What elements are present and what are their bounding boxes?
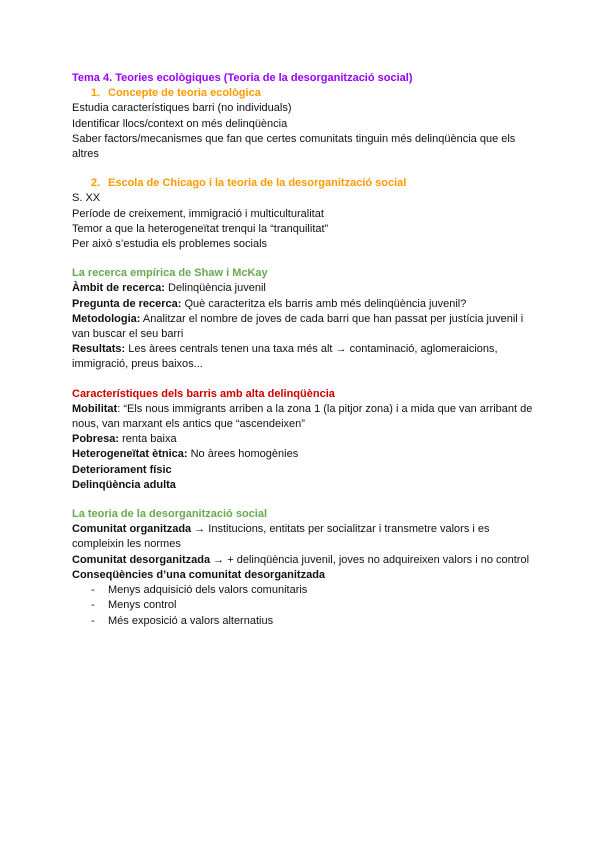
organitzada-text: → Institucions, entitats per socialitzar i transmetre valors i es compleixin les normes [72, 523, 490, 551]
section-2-line: Període de creixement, immigració i multiculturalitat [72, 207, 324, 220]
pobresa-label: Pobresa: [72, 433, 120, 446]
list-item-text: Menys adquisició dels valors comunitaris [108, 584, 308, 597]
mobilitat-text: : “Els nous immigrants arriben a la zona 1 (la pitjor zona) i a mida que van arribant de nous, van marxant els antics que “ascendeixen” [72, 402, 533, 431]
list-item-text: Menys control [108, 599, 177, 612]
metodologia-label: Metodologia: [72, 312, 141, 325]
section-1-heading-text: Concepte de teoria ecològica [108, 87, 261, 100]
ambit-text: Delinqüència juvenil [164, 282, 266, 295]
dash-marker: - [91, 584, 95, 597]
section-1-line: Estudia característiques barri (no individuals) [72, 102, 292, 115]
caracteristiques-heading: Característiques dels barris amb alta delinqüència [72, 387, 335, 400]
list-item [72, 583, 542, 598]
section-2-heading-text: Escola de Chicago i la teoria de la desorganització social [108, 177, 407, 190]
ambit-paragraph [72, 281, 542, 296]
section-1-heading [72, 86, 542, 101]
pobresa-paragraph [72, 432, 542, 447]
organitzada-paragraph [72, 522, 542, 552]
list-item [72, 614, 542, 629]
delinquencia-adulta-item: Delinqüència adulta [72, 478, 176, 491]
section-2-line: Temor a que la heterogeneïtat trenqui la “tranquilitat” [72, 222, 329, 235]
pregunta-label: Pregunta de recerca: [72, 297, 182, 310]
heterogeneitat-text: No àrees homogènies [187, 448, 299, 461]
section-2-number: 2. [91, 177, 101, 190]
resultats-paragraph [72, 342, 542, 372]
shaw-mckay-heading: La recerca empírica de Shaw i McKay [72, 267, 268, 280]
document-content [72, 71, 542, 629]
list-item [72, 598, 542, 613]
mobilitat-label: Mobilitat [72, 402, 118, 415]
ambit-label: Àmbit de recerca: [72, 282, 165, 295]
resultats-text: Les àrees centrals tenen una taxa més alt → contaminació, aglomeraicions, immigració, preus baixos... [72, 343, 498, 371]
pregunta-paragraph [72, 297, 542, 312]
pobresa-text: renta baixa [119, 433, 177, 446]
pregunta-text: Què caracteritza els barris amb més delinqüència juvenil? [181, 297, 467, 310]
section-1-line: Identificar llocs/context on més delinqüència [72, 117, 288, 130]
consequencies-heading: Conseqüències d’una comunitat desorganitzada [72, 568, 326, 581]
desorganitzada-paragraph [72, 553, 542, 568]
resultats-label: Resultats: [72, 343, 126, 356]
deteriorament-item: Deteriorament físic [72, 463, 172, 476]
list-item-text: Més exposició a valors alternatius [108, 614, 274, 627]
desorganitzada-text: → + delinqüència juvenil, joves no adquireixen valors i no control [210, 553, 530, 566]
section-2-line: S. XX [72, 192, 101, 205]
dash-marker: - [91, 614, 95, 627]
heterogeneitat-label: Heterogeneïtat ètnica: [72, 448, 188, 461]
page-title: Tema 4. Teories ecològiques (Teoria de la desorganització social) [72, 72, 413, 84]
section-2-heading [72, 176, 542, 191]
section-2-line: Per això s’estudia els problemes socials [72, 238, 268, 251]
section-1-line: Saber factors/mecanismes que fan que certes comunitats tinguin més delinqüència que els altres [72, 132, 516, 161]
section-1-number: 1. [91, 87, 101, 100]
heterogeneitat-paragraph [72, 447, 542, 462]
organitzada-label: Comunitat organitzada [72, 523, 192, 536]
dash-marker: - [91, 599, 95, 612]
metodologia-paragraph [72, 312, 542, 342]
teoria-heading: La teoria de la desorganització social [72, 508, 268, 521]
metodologia-text: Analitzar el nombre de joves de cada barri que han passat per justícia juvenil i van buscar el seu barri [72, 312, 524, 341]
desorganitzada-label: Comunitat desorganitzada [72, 553, 211, 566]
mobilitat-paragraph [72, 402, 542, 432]
